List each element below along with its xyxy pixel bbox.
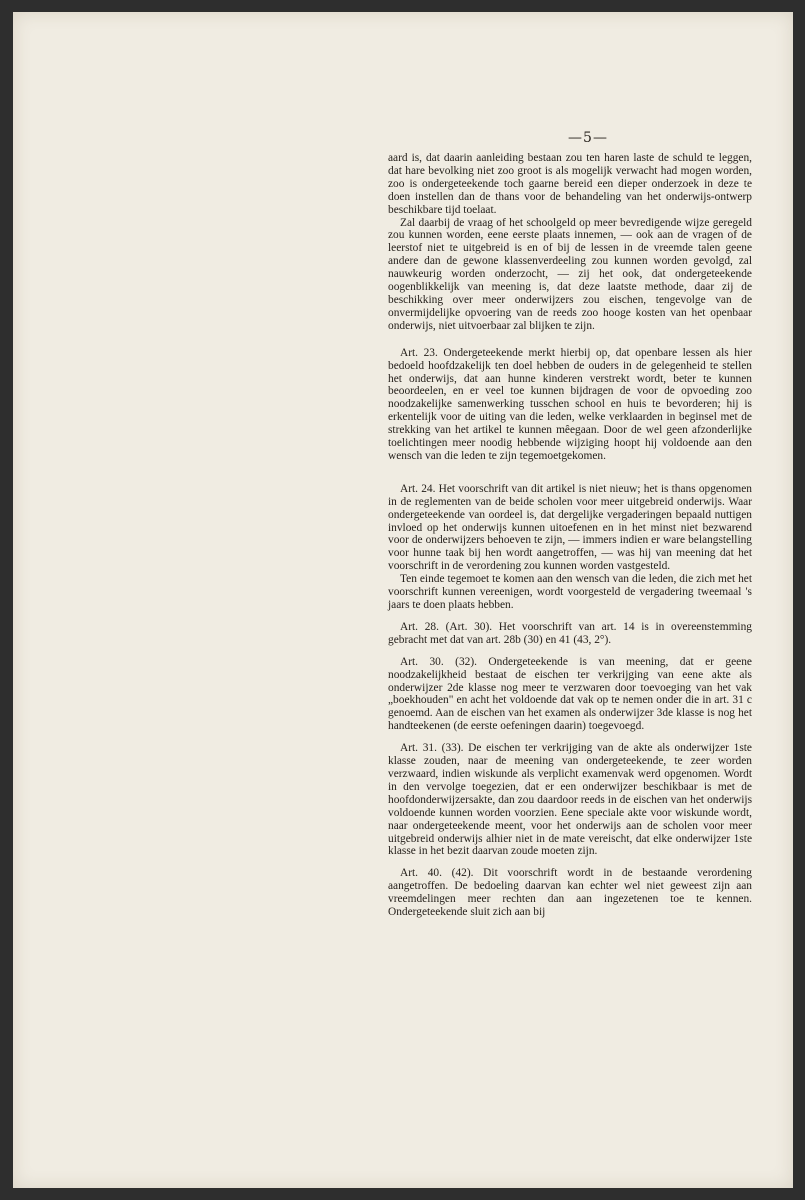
paragraph-art-23: Art. 23. Ondergeteekende merkt hierbij op, dat openbare lessen als hier bedoeld hoofdzakelijk ten doel hebben de ouders in de gelegenheid te stellen het onderwijs, dat aan hunne kinderen verstrekt wordt, beter te kunnen beoordeelen, en er veel toe kunnen bijdragen de voor de opvoeding zoo noodzakelijke samenwerking tusschen school en huis te bevorderen; hij is erkentelijk voor de uiting van die leden, welke verklaarden in beginsel met de strekking van het artikel te kunnen mêegaan. Door de wel geen afzonderlijke toelichtingen meer noodig hebbende wijziging hoopt hij voldoende aan den wensch van die leden te zijn tegemoetgekomen. bbox=[388, 346, 752, 462]
paragraph-art-40: Art. 40. (42). Dit voorschrift wordt in de bestaande verordening aangetroffen. De bedoeling daarvan kan echter wel niet geweest zijn aan vreemdelingen meer rechten dan aan ingezetenen toe te kennen. Ondergeteekende sluit zich aan bij bbox=[388, 867, 752, 919]
paragraph-art-31: Art. 31. (33). De eischen ter verkrijging van de akte als onderwijzer 1ste klasse zouden, naar de meening van ondergeteekende, te zeer worden verzwaard, indien wiskunde als verplicht examenvak werd opgenomen. Wordt in den vervolge toegezien, dat er een onderwijzer beschikbaar is met de hoofdonderwijzersakte, dan zou daardoor reeds in de eischen van het onderwijs voldoende kunnen worden voorzien. Eene speciale akte voor wiskunde wordt, naar ondergeteekende meent, voor het onderwijs aan de scholen voor meer uitgebreid onderwijs alhier niet in de mate vereischt, dat elke onderwijzer 1ste klasse in het bezit daarvan zoude moeten zijn. bbox=[388, 742, 752, 858]
text-column bbox=[388, 152, 752, 919]
page-number: —5— bbox=[568, 130, 608, 146]
paragraph-art-24: Art. 24. Het voorschrift van dit artikel is niet nieuw; het is thans opgenomen in de reglementen van de beide scholen voor meer uitgebreid onderwijs. Waar ondergeteekende van oordeel is, dat dergelijke vergaderingen bepaald nuttigen invloed op het onderwijs kunnen uitoefenen en in het minst niet bezwarend voor de onderwijzers behoeven te zijn, — immers indien er ware belangstelling voor hunne taak bij hen wordt aangetroffen, — was hij van meening dat het voorschrift in de verordening zou kunnen worden vastgesteld. bbox=[388, 482, 752, 573]
paragraph-art-30: Art. 30. (32). Ondergeteekende is van meening, dat er geene noodzakelijkheid bestaat de eischen ter verkrijging van eene akte als onderwijzer 2de klasse nog meer te verzwaren door toevoeging van het vak „boekhouden" en acht het voldoende dat vak op te nemen onder die in art. 31 c genoemd. Aan de eischen van het examen als onderwijzer 3de klasse is nog het handteekenen (de eerste oefeningen daarin) toegevoegd. bbox=[388, 655, 752, 733]
paragraph-schoolgeld: Zal daarbij de vraag of het schoolgeld op meer bevredigende wijze geregeld zou kunnen worden, eene eerste plaats innemen, — ook aan de vragen of de leerstof niet te uitgebreid is en of bij de lessen in de vreemde talen geene andere dan de gewone klassenverdeeling zou kunnen worden gevolgd, zal nauwkeurig worden onderzocht, — zij het ook, dat ondergeteekende oogenblikkelijk van meening is, dat deze laatste methode, daar zij de beschikking over meer onderwijzers zou eischen, tengevolge van de onvermijdelijke opvoering van de reeds zoo hooge kosten van het openbaar onderwijs, niet uitvoerbaar zal blijken te zijn. bbox=[388, 216, 752, 332]
paragraph-art-24-continued: Ten einde tegemoet te komen aan den wensch van die leden, die zich met het voorschrift kunnen vereenigen, wordt voorgesteld de vergadering tweemaal 's jaars te doen plaats hebben. bbox=[388, 573, 752, 611]
paragraph-art-28: Art. 28. (Art. 30). Het voorschrift van art. 14 is in overeenstemming gebracht met dat van art. 28b (30) en 41 (43, 2°). bbox=[388, 620, 752, 646]
paragraph-intro-continuation: aard is, dat daarin aanleiding bestaan zou ten haren laste de schuld te leggen, dat hare bevolking niet zoo groot is als mogelijk verwacht had mogen worden, zoo is ondergeteekende toch gaarne bereid een dieper onderzoek in deze te doen instellen dan de thans voor de behandeling van het onderwijs-ontwerp beschikbare tijd toelaat. bbox=[388, 152, 752, 216]
